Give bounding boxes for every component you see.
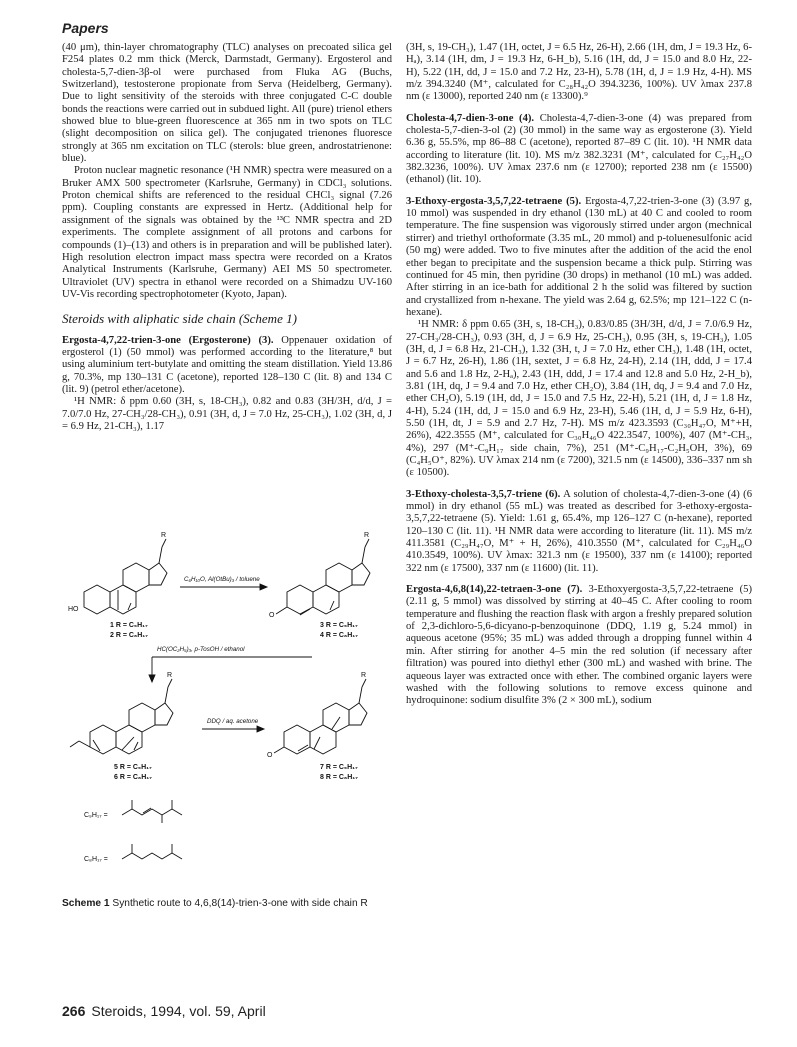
paragraph-ethoxy-cholesta (406, 489, 752, 575)
side-chain-label: C₉H₁₇ = (84, 812, 108, 819)
compound-title: 3-Ethoxy-cholesta-3,5,7-triene (6). (406, 488, 561, 500)
r-label: R (364, 532, 370, 539)
side-chain-c8h17 (122, 844, 182, 859)
side-chain-c9h17 (122, 800, 182, 823)
paragraph-ergosta-tetraenone (406, 584, 752, 707)
steroid-structure-7-8 (274, 679, 367, 754)
journal-citation: Steroids, 1994, vol. 59, April (91, 1003, 266, 1019)
paragraph-ergosterone-nmr: ¹H NMR: δ ppm 0.60 (3H, s, 18-CH₃), 0.82 and 0.83 (3H/3H, d/d, J = 7.0/7.0 Hz, 27-CH₃/28-CH₃), 0.91 (3H, d, J = 7.0 Hz, 25-CH₃), 1.02 (3H, d, J = 6.9 Hz, 21-CH₃), 1.17 (62, 396, 392, 432)
paragraph-body: Cholesta-4,7-dien-3-one (4) was prepared from cholesta-5,7-dien-3-ol (2) (30 mmol) in the same way as ergosterone (3). Yield 6.36 g, 55.5%, mp 86–88 C (acetone), reported 87–89 C (lit. 10). ¹H NMR data according to literature (lit. 10). MS m/z 382.3231 (M⁺, calculated for C₂₇H₄₂O 382.3236, 100%). UV λmax 237.6 nm (ε 12700); reported 238 nm (ε 15500) (ethanol) (lit. 10). (406, 112, 752, 186)
steroid-structure-3-4 (276, 539, 370, 615)
steroid-structure-5-6 (70, 679, 173, 754)
compound-label-6: 6 R = C₈H₁₇ (114, 774, 152, 781)
left-column (62, 42, 392, 433)
hydroxy-label: HO (68, 606, 79, 613)
compound-label-4: 4 R = C₈H₁₇ (320, 632, 358, 639)
r-label: R (161, 532, 167, 539)
section-header: Papers (62, 20, 109, 36)
section-heading: Steroids with aliphatic side chain (Scheme 1) (62, 311, 297, 327)
side-chain-label: C₈H₁₇ = (84, 856, 108, 863)
compound-title: Ergosta-4,7,22-trien-3-one (Ergosterone) (3). (62, 334, 274, 346)
r-label: R (167, 672, 173, 679)
paragraph-cholestadienone (406, 113, 752, 187)
reagent-label: HC(OC₂H₅)₃, p-TosOH / ethanol (157, 646, 245, 653)
reagent-label: C₆H₁₀O, Al(OtBu)₃ / toluene (184, 576, 260, 583)
paragraph-ergosterone (62, 335, 392, 397)
compound-label-7: 7 R = C₉H₁₇ (320, 764, 358, 771)
scheme-1-figure (62, 497, 392, 892)
paragraph-ethoxy-ergosta (406, 196, 752, 319)
paragraph-body: 3-Ethoxyergosta-3,5,7,22-tetraene (5) (2.11 g, 5 mmol) was dissolved by stirring at 40–45 C. After cooling to room temperature and flushing the reaction flask with argon a freshly prepared solution of 2,3-dichloro-5,6-dicyano-p-benzoquinone (DDQ, 1.19 g, 5.24 mmol) in aqueous acetone (95%; 35 mL) was added through a dropping funnel within 4 min. After stirring for another 4–5 min the red solution (if necessary after filtration) was poured into diethyl ether (300 mL) and washed with brine. The aqueous layer was extracted once with ether. The combined organic layers were washed with the following solutions to remove excess quinone and hydroquinone: sodium disulfite 3% (2 × 300 mL), sodium (406, 584, 752, 707)
compound-label-8: 8 R = C₈H₁₇ (320, 774, 358, 781)
paragraph-body: Oppenauer oxidation of ergosterol (1) (50 mmol) was performed according to the literature,⁸ but using aluminium tert-butylate and omitting the steam distillation. Yield 13.86 g, 70.3%, mp 130–131 C (acetone), reported 128–130 C (lit. 8) and 134 C (lit. 9) (petrol ether/acetone). (62, 334, 393, 395)
figure-caption (62, 898, 392, 911)
page-number: 266 (62, 1003, 86, 1019)
compound-title: Cholesta-4,7-dien-3-one (4). (406, 112, 535, 124)
steroid-structure-1-2 (84, 539, 167, 614)
compound-title: Ergosta-4,6,8(14),22-tetraen-3-one (7). (406, 584, 583, 596)
caption-text: Synthetic route to 4,6,8(14)-trien-3-one with side chain R (109, 898, 368, 909)
paragraph-body: Ergosta-4,7,22-trien-3-one (3) (3.97 g, 10 mmol) was suspended in dry ethanol (130 mL) at 40 C and cooled to room temperature. The fine suspension was vigorously stirred under argon (mechnical stirrer) and triethyl orthoformate (3.35 mL, 20 mmol) and p-toluenesulfonic acid (50 mg) were added. Two to five minutes after the addition of the acid the enol ether began to precipitate and the suspension became a thick pulp. Stirring was continued for 45 min, then pyridine (30 drops) in methanol (10 mL) was added. After stirring in an ice-bath for additional 2 h the solid was filtered by suction and crystallized from n-hexane. The yield was 2.64 g, 62.5%; mp 121–122 C (n-hexane). (406, 195, 752, 318)
reagent-label: DDQ / aq. acetone (207, 718, 259, 725)
compound-label-3: 3 R = C₉H₁₇ (320, 622, 358, 629)
right-column (406, 42, 752, 708)
paragraph-materials: (40 μm), thin-layer chromatography (TLC) analyses on precoated silica gel F254 plates 0.2 mm thick (Merck, Darmstadt, Germany). Ergosterol and cholesta-5,7-dien-3β-ol were purchased from Fluka AG (Buchs, Switzerland), testosterone propionate from Serva (Heidelberg, Germany). Due to light sensitivity of the steroids with three conjugated C-C double bonds the reactions were carried out in subdued light. All (pure) trienol ethers showed blue to blue-green fluorescence at 365 nm in two spots on TLC (slight decomposition on silica gel). The conjugated trienones fluoresce strongly at 365 nm excitation on TLC (sterols: blue green, androstatrienone: blue). (62, 42, 392, 165)
compound-label-5: 5 R = C₉H₁₇ (114, 764, 152, 771)
r-label: R (361, 672, 367, 679)
oxo-label: O (267, 752, 273, 759)
caption-label: Scheme 1 (62, 898, 110, 909)
oxo-label: O (269, 612, 275, 619)
paragraph-ethoxy-ergosta-nmr: ¹H NMR: δ ppm 0.65 (3H, s, 18-CH₃), 0.83/0.85 (3H/3H, d/d, J = 7.0/6.9 Hz, 27-CH₃/28-CH₃), 0.93 (3H, d, J = 6.9 Hz, 25-CH₃), 0.95 (3H, s, 19-CH₃), 1.05 (3H, d, J = 6.8 Hz, 21-CH₃), 1.32 (3H, t, J = 7.0 Hz, ether CH₃), 1.48 (1H, octet, J = 6.7 Hz, 26-H), 1.86 (1H, sextet, J = 6.8 Hz, 24-H), 2.14 (1H, ddd, J = 17.4 and 5.6 and 1.8 Hz, 2-Hₐ), 2.43 (1H, ddd, J = 17.4 and 12.8 and 5.0 Hz, 2-H_b), 3.81 (1H, dq, J = 9.4 and 7.0 Hz, ether CH₂O), 3.84 (1H, dq, J = 9.4 and 7.0 Hz, ether CH₂O), 5.19 (1H, dd, J = 15.0 and 7.5 Hz, 22-H), 5.21 (1H, d, J = 1.8 Hz, 4-H), 5.24 (1H, dd, J = 15.0 and 6.9 Hz, 23-H), 5.46 (1H, d, J = 5.9 Hz, 6-H), 5.50 (1H, dt, J = 5.9 and 2.7 Hz, 7-H). MS m/z 423.3593 (C₃₀H₄₇O, M⁺+H, 26%), 422.3555 (M⁺, calculated for C₃₀H₄₆O 422.3547, 100%), 407 (M⁺-CH₃, 4%), 297 (M⁺-C₉H₁₇ side chain, 7%), 251 (M⁺-C₉H₁₇-C₂H₅OH, 3%), 69 (C₄H₅O⁺, 82%). UV λmax 214 nm (ε 7200), 321.5 nm (ε 14500), 336–337 nm sh (ε 10500). (406, 319, 752, 479)
compound-label-2: 2 R = C₈H₁₇ (110, 632, 148, 639)
compound-title: 3-Ethoxy-ergosta-3,5,7,22-tetraene (5). (406, 195, 582, 207)
paragraph-body: A solution of cholesta-4,7-dien-3-one (4) (6 mmol) in dry ethanol (55 mL) was treated as described for 3-ethoxy-ergosta-3,5,7,22-tetraene (5). Yield: 1.61 g, 65.4%, mp 126–127 C (n-hexane), reported 120–130 C (lit. 11). ¹H NMR data were according to literature (lit. 11). MS m/z 411.3581 (C₂₉H₄₇O, M⁺ + H, 26%), 410.3550 (M⁺, calculated for C₂₉H₄₆O 410.3549, 100%). UV λmax: 321.3 nm (ε 19500), 337 nm (ε 14100); reported 322 nm (ε 17500), 337 nm (ε 11600) (lit. 11). (406, 488, 752, 574)
paragraph-nmr-methods: Proton nuclear magnetic resonance (¹H NMR) spectra were measured on a Bruker AMX 500 spectrometer (Karlsruhe, Germany) in CDCl₃ solutions. Proton chemical shifts are referenced to the residual CHCl₃ signal (7.26 ppm). Coupling constants are expressed in Hertz. (Additional help for assignment of the signals was obtained by the ¹³C NMR spectra and 2D experiments. The complete assignment of all protons and carbons for compounds (1)–(13) and others is in preparation and will be published later). High resolution electron impact mass spectra were recorded on a Kratos Analytical Instruments (Karlsruhe, Germany) AEI MS 50 spectrometer. Ultraviolet (UV) spectra in ethanol were recorded on a Shimadzu UV-160 UV-Vis recording spectrophotometer (Kyoto, Japan). (62, 165, 392, 300)
compound-label-1: 1 R = C₉H₁₇ (110, 622, 148, 629)
reaction-arrow-down (149, 657, 312, 682)
reaction-scheme (62, 497, 392, 892)
reaction-arrow-ddq (202, 726, 264, 732)
paragraph-ergosterone-nmr-cont: (3H, s, 19-CH₃), 1.47 (1H, octet, J = 6.5 Hz, 26-H), 2.66 (1H, dm, J = 19.3 Hz, 6-Hₐ), 3.14 (1H, dm, J = 19.3 Hz, 6-H_b), 5.16 (1H, dd, J = 15.0 and 8.0 Hz, 22-H), 5.22 (1H, dd, J = 15.0 and 7.2 Hz, 23-H), 5.78 (1H, d, J = 1.9 Hz, 4-H). MS m/z 394.3240 (M⁺, calculated for C₂₈H₄₂O 394.3236, 100%). UV λmax 237.8 nm (ε 13000), reported 240 nm (ε 13300).⁹ (406, 42, 752, 103)
reaction-arrow-top (180, 584, 267, 590)
page-footer (62, 1003, 266, 1019)
